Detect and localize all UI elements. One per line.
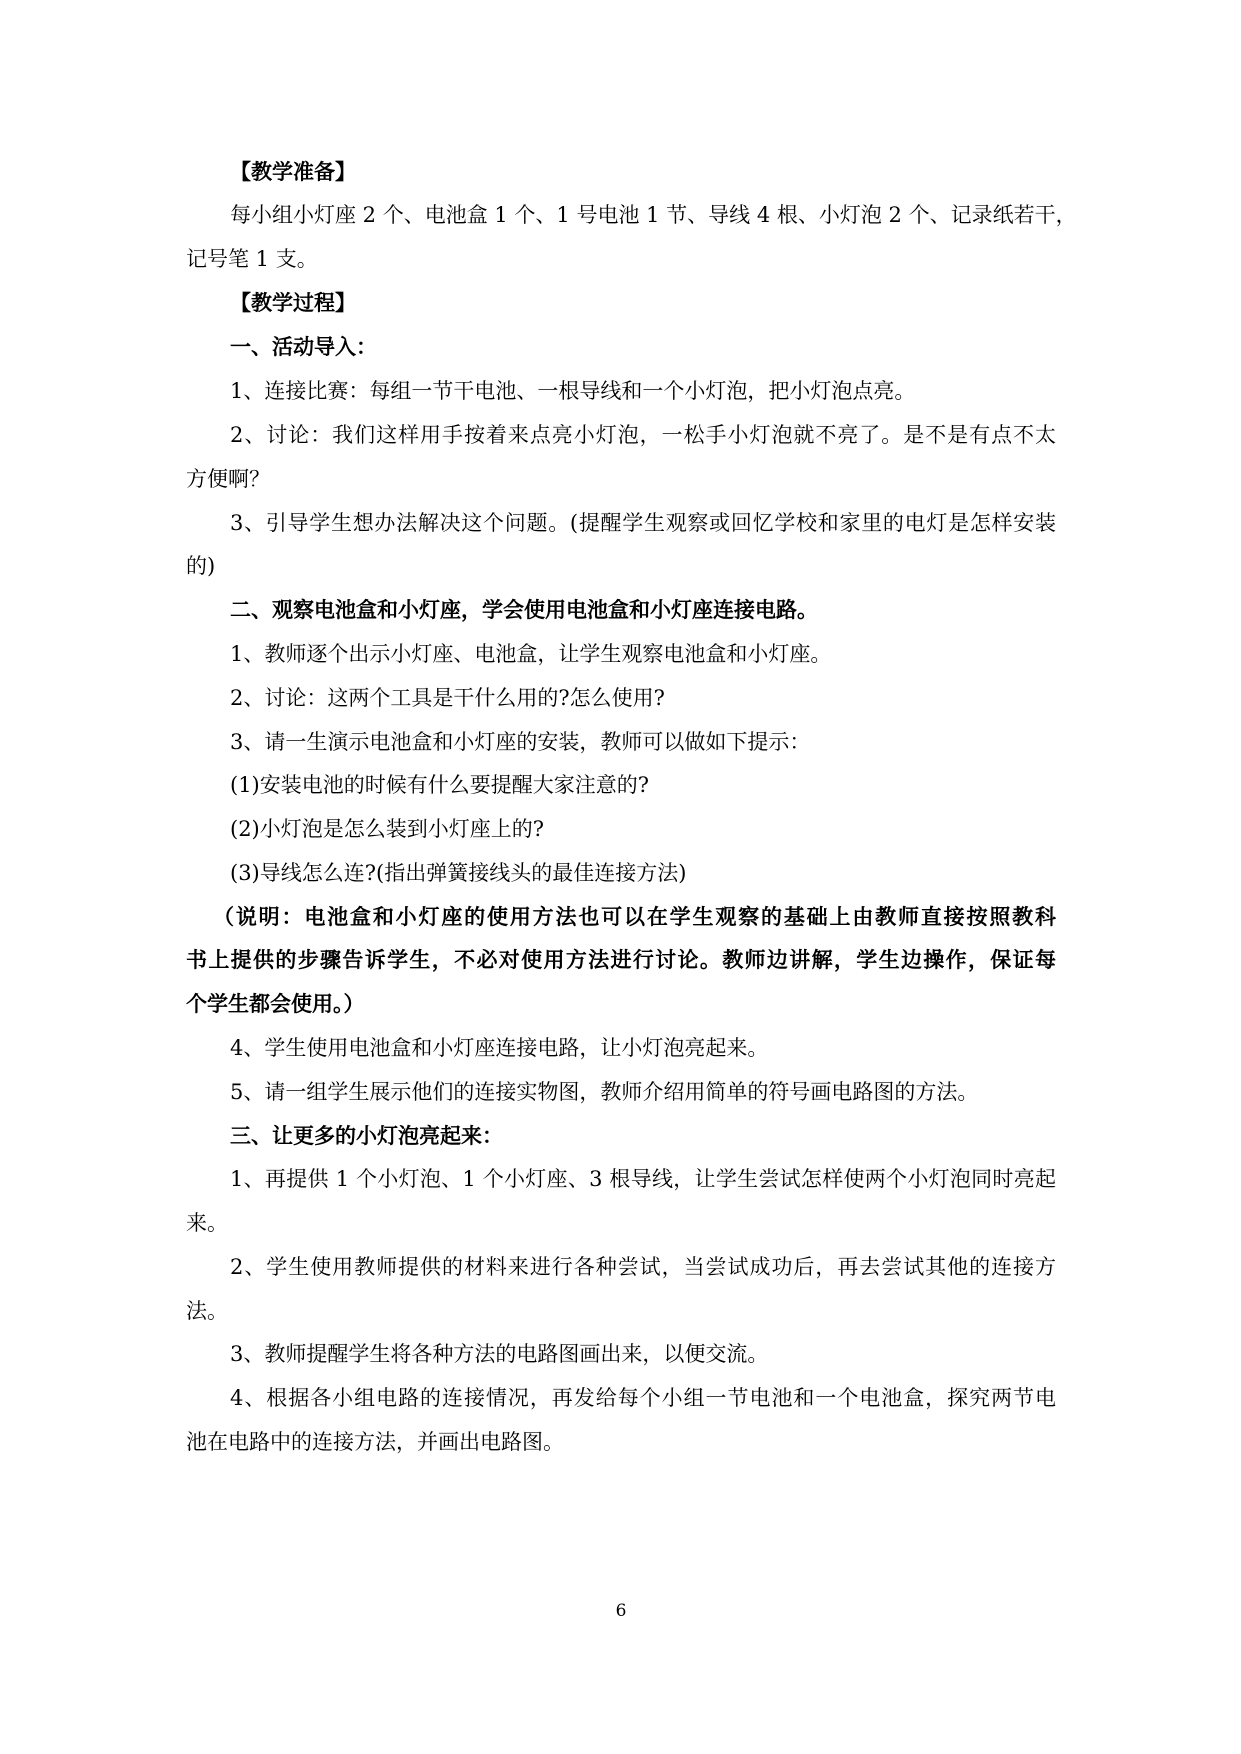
paragraph-line: 5、请一组学生展示他们的连接实物图，教师介绍用简单的符号画电路图的方法。 (230, 1080, 979, 1104)
section-heading-preparation: 【教学准备】 (230, 159, 356, 184)
page-number: 6 (615, 1601, 627, 1621)
paragraph-line: 3、引导学生想办法解决这个问题。(提醒学生观察或回忆学校和家里的电灯是怎样安装 (230, 511, 1056, 535)
note-line: 个学生都会使用。） (186, 991, 365, 1016)
note-line: （说明：电池盒和小灯座的使用方法也可以在学生观察的基础上由教师直接按照教科 (213, 904, 1056, 929)
paragraph-line: 方便啊？ (186, 467, 270, 491)
paragraph-line: (3)导线怎么连?(指出弹簧接线头的最佳连接方法) (230, 861, 687, 885)
paragraph-line: 法。 (186, 1299, 228, 1323)
paragraph-line: 4、根据各小组电路的连接情况，再发给每个小组一节电池和一个电池盒，探究两节电 (230, 1386, 1056, 1410)
paragraph-line: 的) (186, 554, 216, 578)
paragraph-line: 来。 (186, 1211, 228, 1235)
paragraph-line: 3、请一生演示电池盒和小灯座的安装，教师可以做如下提示： (230, 730, 811, 754)
paragraph-line: 2、学生使用教师提供的材料来进行各种尝试，当尝试成功后，再去尝试其他的连接方 (230, 1255, 1056, 1279)
paragraph-line: 4、学生使用电池盒和小灯座连接电路，让小灯泡亮起来。 (230, 1036, 769, 1060)
subsection-heading-3: 三、让更多的小灯泡亮起来： (230, 1123, 503, 1148)
paragraph-line: (2)小灯泡是怎么装到小灯座上的? (230, 817, 545, 841)
paragraph-line: 2、讨论：我们这样用手按着来点亮小灯泡，一松手小灯泡就不亮了。是不是有点不太 (230, 423, 1056, 447)
subsection-heading-1: 一、活动导入： (230, 334, 377, 359)
paragraph-line: 1、教师逐个出示小灯座、电池盒，让学生观察电池盒和小灯座。 (230, 642, 832, 666)
paragraph-line: 1、再提供 1 个小灯泡、1 个小灯座、3 根导线，让学生尝试怎样使两个小灯泡同时亮起 (230, 1167, 1056, 1191)
document-page (186, 0, 1077, 1754)
paragraph-line: 记号笔 1 支。 (186, 247, 318, 271)
paragraph-line: 池在电路中的连接方法，并画出电路图。 (186, 1430, 564, 1454)
paragraph-line: 1、连接比赛：每组一节干电池、一根导线和一个小灯泡，把小灯泡点亮。 (230, 379, 916, 403)
paragraph-line: 每小组小灯座 2 个、电池盒 1 个、1 号电池 1 节、导线 4 根、小灯泡 2 个、记录纸若干， (230, 203, 1077, 227)
paragraph-line: 3、教师提醒学生将各种方法的电路图画出来，以便交流。 (230, 1342, 769, 1366)
paragraph-line: (1)安装电池的时候有什么要提醒大家注意的? (230, 773, 650, 797)
subsection-heading-2: 二、观察电池盒和小灯座，学会使用电池盒和小灯座连接电路。 (230, 597, 818, 622)
paragraph-line: 2、讨论：这两个工具是干什么用的?怎么使用? (230, 686, 665, 710)
note-line: 书上提供的步骤告诉学生，不必对使用方法进行讨论。教师边讲解，学生边操作，保证每 (186, 947, 1056, 972)
section-heading-process: 【教学过程】 (230, 290, 356, 315)
